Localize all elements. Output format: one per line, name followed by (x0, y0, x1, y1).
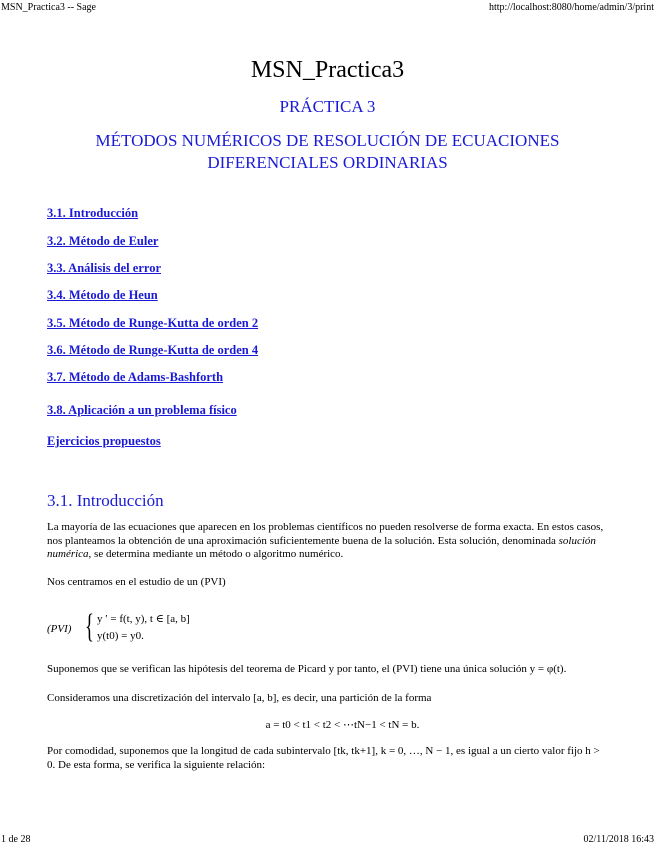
page-number: 1 de 28 (1, 834, 31, 845)
toc-link-introduccion[interactable]: 3.1. Introducción (47, 206, 139, 220)
intro-paragraph (47, 521, 607, 562)
toc-item (47, 434, 161, 449)
pvi-equation-1: y ′ = f(t, y), t ∈ [a, b] (97, 613, 190, 625)
page-title: MSN_Practica3 (250, 57, 405, 83)
subtitle-heading: MÉTODOS NUMÉRICOS DE RESOLUCIÓN DE ECUACIONES DIFERENCIALES ORDINARIAS (95, 131, 560, 172)
toc-link-ejercicios[interactable]: Ejercicios propuestos (47, 434, 161, 448)
print-footer (0, 834, 655, 846)
pvi-equation-2: y(t0) = y0. (97, 630, 144, 642)
practica-heading: PRÁCTICA 3 (279, 97, 376, 116)
intro-text-end: , se determina mediante un método o algoritmo numérico. (88, 548, 344, 560)
toc-item (47, 343, 258, 358)
print-header (0, 2, 655, 14)
toc-link-adams-bashforth[interactable]: 3.7. Método de Adams-Bashforth (47, 370, 224, 384)
section-title: 3.1. Introducción (47, 491, 164, 510)
discretization-paragraph: Consideramos una discretización del intervalo [a, b], es decir, una partición de la forma (47, 692, 432, 704)
toc-link-error[interactable]: 3.3. Análisis del error (47, 261, 162, 275)
toc-item (47, 206, 138, 221)
toc-link-rk4[interactable]: 3.6. Método de Runge-Kutta de orden 4 (47, 343, 259, 357)
toc-item (47, 370, 223, 385)
print-header-title: MSN_Practica3 -- Sage (1, 2, 96, 13)
pvi-label: (PVI) (47, 623, 72, 635)
print-header-url: http://localhost:8080/home/admin/3/print (489, 2, 654, 13)
picard-paragraph: Suponemos que se verifican las hipótesis del teorema de Picard y por tanto, el (PVI) tiene una única solución y = φ(t). (47, 663, 567, 675)
toc-item (47, 234, 158, 249)
partition-equation-text: a = t0 < t1 < t2 < ⋯tN−1 < tN = b. (265, 719, 420, 731)
pvi-system (47, 608, 297, 648)
left-brace: { (85, 608, 94, 645)
pvi-intro-paragraph: Nos centramos en el estudio de un (PVI) (47, 576, 226, 588)
toc-item (47, 403, 237, 418)
toc-item (47, 261, 161, 276)
partition-equation (0, 718, 655, 731)
toc-item (47, 288, 158, 303)
toc-item (47, 316, 258, 331)
intro-text: La mayoría de las ecuaciones que aparecen en los problemas científicos no pueden resolverse de forma exacta. En estos casos, nos planteamos la obtención de una aproximación suficientemente buena de la solución. Esta solución, denominada (47, 521, 604, 547)
step-size-paragraph: Por comodidad, suponemos que la longitud de cada subintervalo [tk, tk+1], k = 0, …, N − 1, es igual a un cierto valor fijo h > 0. De esta forma, se verifica la siguiente relación: (47, 745, 600, 771)
toc-link-problema-fisico[interactable]: 3.8. Aplicación a un problema físico (47, 403, 237, 417)
toc-link-heun[interactable]: 3.4. Método de Heun (47, 288, 158, 302)
intro-emphasis: solución numérica (47, 534, 596, 560)
toc-link-euler[interactable]: 3.2. Método de Euler (47, 234, 159, 248)
print-timestamp: 02/11/2018 16:43 (583, 834, 654, 845)
toc-link-rk2[interactable]: 3.5. Método de Runge-Kutta de orden 2 (47, 316, 259, 330)
